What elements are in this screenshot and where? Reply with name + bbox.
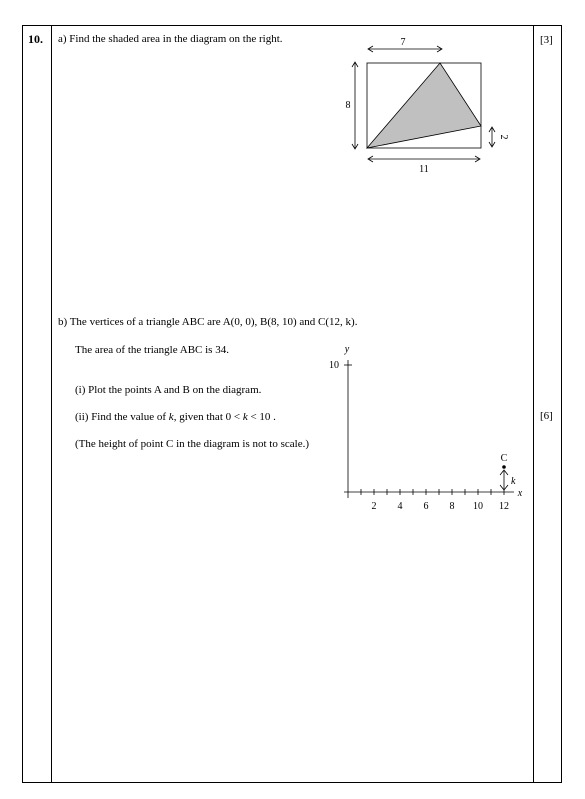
x-tick-label: 8 xyxy=(449,501,455,512)
item-2-k: k xyxy=(168,411,174,423)
item-2-prefix: (ii) Find the value of xyxy=(75,411,169,423)
marks-column-divider xyxy=(533,26,534,782)
item-2-k2: k xyxy=(242,411,248,423)
point-c-label: C xyxy=(500,453,508,464)
x-tick-label: 6 xyxy=(423,501,429,512)
question-number: 10. xyxy=(28,32,43,46)
x-axis-label: x xyxy=(517,488,523,499)
part-b-item-1: (i) Plot the points A and B on the diagram. xyxy=(75,384,262,396)
part-b-item-2 xyxy=(75,411,276,423)
k-label: k xyxy=(511,476,516,487)
y-axis-label: y xyxy=(344,344,350,355)
x-tick-label: 2 xyxy=(371,501,377,512)
question-frame xyxy=(22,25,562,783)
shaded-triangle xyxy=(367,63,481,148)
right-dimension-label: 2 xyxy=(498,134,509,140)
left-dimension-label: 8 xyxy=(345,100,351,111)
item-2-mid: , given that 0 < xyxy=(173,411,243,423)
part-a-question: a) Find the shaded area in the diagram on the right. xyxy=(58,33,283,45)
point-c xyxy=(502,465,506,469)
x-tick-label: 10 xyxy=(473,501,483,512)
part-a-diagram xyxy=(333,34,523,199)
part-b-area: The area of the triangle ABC is 34. xyxy=(75,344,229,356)
y-tick-label-10: 10 xyxy=(329,360,339,371)
top-dimension-label: 7 xyxy=(400,37,406,48)
part-b-intro: b) The vertices of a triangle ABC are A(0, 0), B(8, 10) and C(12, k). xyxy=(58,316,358,328)
number-column-divider xyxy=(51,26,52,782)
item-2-suffix: < 10 . xyxy=(247,411,276,423)
x-tick-label: 12 xyxy=(499,501,509,512)
x-tick-label: 4 xyxy=(397,501,403,512)
part-b-marks: [6] xyxy=(540,410,553,422)
part-b-note: (The height of point C in the diagram is not to scale.) xyxy=(75,438,310,450)
x-axis-ticks xyxy=(361,489,509,512)
part-b-graph xyxy=(318,338,533,523)
part-a-marks: [3] xyxy=(540,34,553,46)
bottom-dimension-label: 11 xyxy=(419,164,429,175)
